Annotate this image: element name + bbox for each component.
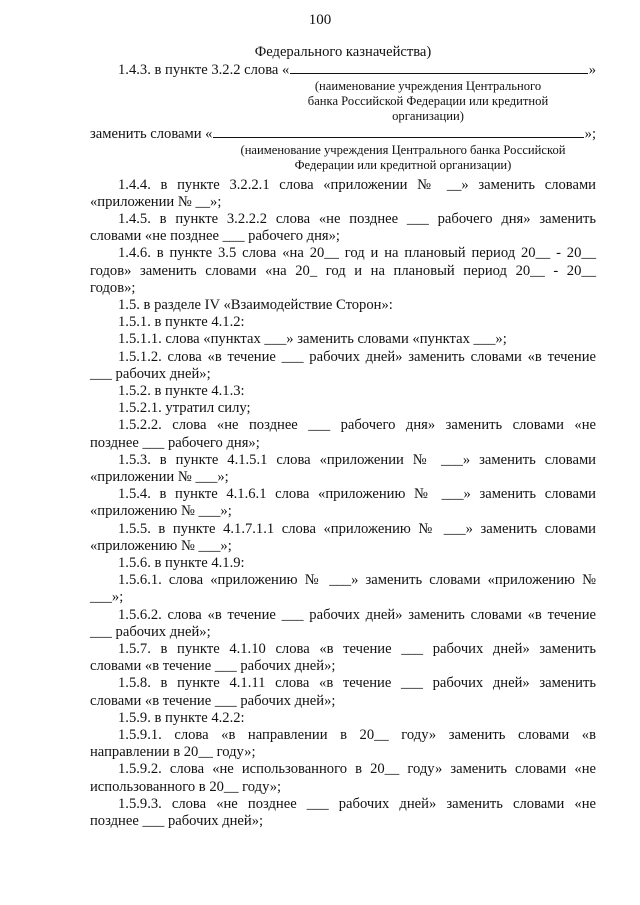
text-line: позднее ___ рабочего дня»; — [90, 434, 260, 451]
footnote-line: (наименование учреждения Центрального — [314, 79, 542, 94]
text-line: 1.4.4. в пункте 3.2.2.1 слова «приложении № __» заменить словами — [118, 176, 596, 193]
document-body — [90, 44, 596, 830]
text-line: 1.5.5. в пункте 4.1.7.1.1 слова «приложению № ___» заменить словами — [118, 520, 596, 537]
text-line: 1.5.9. в пункте 4.2.2: — [118, 709, 245, 726]
text-line: 1.5.1.1. слова «пунктах ___» заменить словами «пунктах ___»; — [118, 331, 507, 348]
footnote-line: банка Российской Федерации или кредитной — [307, 94, 549, 108]
replace-suffix: »; — [584, 126, 596, 143]
text-line: направлении в 20__ году»; — [90, 744, 256, 761]
item-1-4-3-prefix: 1.4.3. в пункте 3.2.2 слова « — [118, 62, 290, 79]
text-line: 1.5.9.3. слова «не позднее ___ рабочих дней» заменить словами «не — [118, 795, 596, 812]
text-line: годов»; — [90, 279, 136, 296]
text-line: 1.5.1.2. слова «в течение ___ рабочих дней» заменить словами «в течение — [118, 348, 596, 365]
text-line: ___ рабочих дней»; — [90, 365, 211, 382]
item-1-4-3-suffix: » — [588, 62, 596, 79]
text-line: словами «в течение ___ рабочих дней»; — [90, 692, 336, 709]
blank-field-line — [290, 61, 587, 74]
item-1-4-3 — [90, 61, 596, 79]
text-line: 1.5. в разделе IV «Взаимодействие Сторон»: — [118, 297, 393, 313]
text-line: 1.4.5. в пункте 3.2.2.2 слова «не позднее ___ рабочего дня» заменить — [118, 210, 596, 227]
text-line: словами «не позднее ___ рабочего дня»; — [90, 228, 340, 245]
text-line: «приложении № ___»; — [90, 469, 229, 486]
continuation-line: Федерального казначейства) — [254, 44, 432, 60]
text-line: «приложению № ___»; — [90, 537, 232, 554]
text-line: «приложению № ___»; — [90, 503, 232, 520]
footnote-line: Федерации или кредитной организации) — [294, 157, 512, 172]
text-line: 1.5.4. в пункте 4.1.6.1 слова «приложению № ___» заменить словами — [118, 486, 596, 503]
text-line: 1.5.2.2. слова «не позднее ___ рабочего дня» заменить словами «не — [118, 417, 596, 434]
text-line: 1.5.6. в пункте 4.1.9: — [118, 555, 245, 572]
footnote-line: (наименование учреждения Центрального банка Российской — [240, 143, 566, 158]
text-line: «приложении № __»; — [90, 193, 222, 210]
footnote-block-2 — [90, 143, 596, 172]
text-line: 1.5.9.1. слова «в направлении в 20__ году» заменить словами «в — [118, 727, 596, 744]
replace-prefix: заменить словами « — [90, 126, 213, 143]
text-line: 1.4.6. в пункте 3.5 слова «на 20__ год и на плановый период 20__ - 20__ — [118, 245, 596, 262]
text-line: ___ рабочих дней»; — [90, 623, 211, 640]
text-line: 1.5.2.1. утратил силу; — [118, 400, 251, 417]
page-number: 100 — [308, 12, 332, 28]
text-line: 1.5.8. в пункте 4.1.11 слова «в течение ___ рабочих дней» заменить — [118, 675, 596, 692]
footnote-block-1 — [90, 79, 596, 123]
text-line: 1.5.6.1. слова «приложению № ___» заменить словами «приложению № — [118, 572, 596, 589]
text-line: годов» заменить словами «на 20_ год и на плановый период 20__ - 20__ — [90, 262, 596, 279]
blank-field-line — [213, 125, 583, 138]
text-line: 1.5.3. в пункте 4.1.5.1 слова «приложении № ___» заменить словами — [118, 451, 596, 468]
text-line: 1.5.7. в пункте 4.1.10 слова «в течение ___ рабочих дней» заменить — [118, 641, 596, 658]
text-line: 1.5.9.2. слова «не использованного в 20__ году» заменить словами «не — [118, 761, 596, 778]
footnote-line: организации) — [392, 108, 464, 123]
text-line: 1.5.6.2. слова «в течение ___ рабочих дней» заменить словами «в течение — [118, 606, 596, 623]
text-line: ___»; — [90, 589, 124, 606]
text-line: 1.5.2. в пункте 4.1.3: — [118, 383, 245, 400]
text-line: использованного в 20__ году»; — [90, 778, 282, 795]
text-line: словами «в течение ___ рабочих дней»; — [90, 658, 336, 675]
amendment-list — [90, 177, 596, 831]
replace-line — [90, 125, 596, 143]
text-line: 1.5.1. в пункте 4.1.2: — [118, 314, 245, 331]
text-line: позднее ___ рабочих дней»; — [90, 813, 264, 830]
